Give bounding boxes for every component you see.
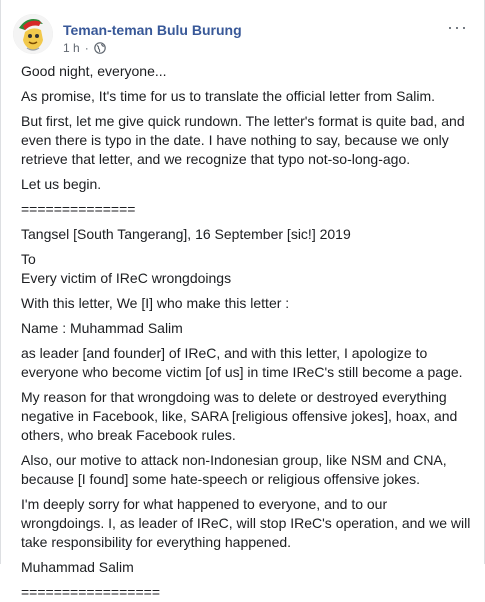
separator-line: ============== bbox=[21, 201, 136, 217]
letter-date: Tangsel [South Tangerang], 16 September [sic!] 2019 bbox=[21, 226, 351, 242]
post-paragraph: With this letter, We [I] who make this letter : bbox=[21, 295, 290, 311]
post-paragraph: I'm deeply sorry for what happened to everyone, and to our wrongdoings. I, as leader of IReC, will stop IReC's operation, and we will take responsibility for everything happened. bbox=[21, 496, 471, 550]
page-name-link[interactable]: Teman-teman Bulu Burung bbox=[63, 22, 242, 38]
post-paragraph: But first, let me give quick rundown. The letter's format is quite bad, and even there is typo in the date. I have nothing to say, because we only retrieve that letter, and we recognize that typo not-so-long-ago. bbox=[21, 113, 465, 167]
letter-recipient: Every victim of IReC wrongdoings bbox=[21, 270, 232, 286]
post-paragraph: My reason for that wrongdoing was to delete or destroyed everything negative in Facebook, like, SARA [religious offensive jokes], hoax, and others, who break Facebook rules. bbox=[21, 389, 458, 443]
post-timestamp[interactable]: 1 h bbox=[63, 41, 80, 55]
post-paragraph: Also, our motive to attack non-Indonesian group, like NSM and CNA, because [I found] some hate-speech or religious offensive jokes. bbox=[21, 452, 447, 487]
separator-line: ================= bbox=[21, 584, 160, 600]
avatar[interactable] bbox=[13, 14, 53, 54]
letter-signature: Muhammad Salim bbox=[21, 559, 134, 575]
post-paragraph: as leader [and founder] of IReC, and with this letter, I apologize to everyone who become victim [of us] in time IReC's still become a page. bbox=[21, 345, 463, 380]
post-meta bbox=[63, 41, 106, 55]
post-paragraph: Good night, everyone... bbox=[21, 63, 167, 79]
avatar-bird-icon bbox=[13, 14, 53, 54]
post-paragraph: Name : Muhammad Salim bbox=[21, 320, 183, 336]
post-paragraph: As promise, It's time for us to translate the official letter from Salim. bbox=[21, 88, 436, 104]
letter-to: To bbox=[21, 251, 36, 267]
post-body bbox=[21, 62, 473, 602]
post-paragraph: Let us begin. bbox=[21, 176, 102, 192]
globe-icon[interactable] bbox=[94, 42, 106, 54]
more-options-icon[interactable]: ··· bbox=[447, 17, 468, 37]
meta-separator: · bbox=[84, 41, 89, 55]
post-header bbox=[1, 0, 484, 62]
